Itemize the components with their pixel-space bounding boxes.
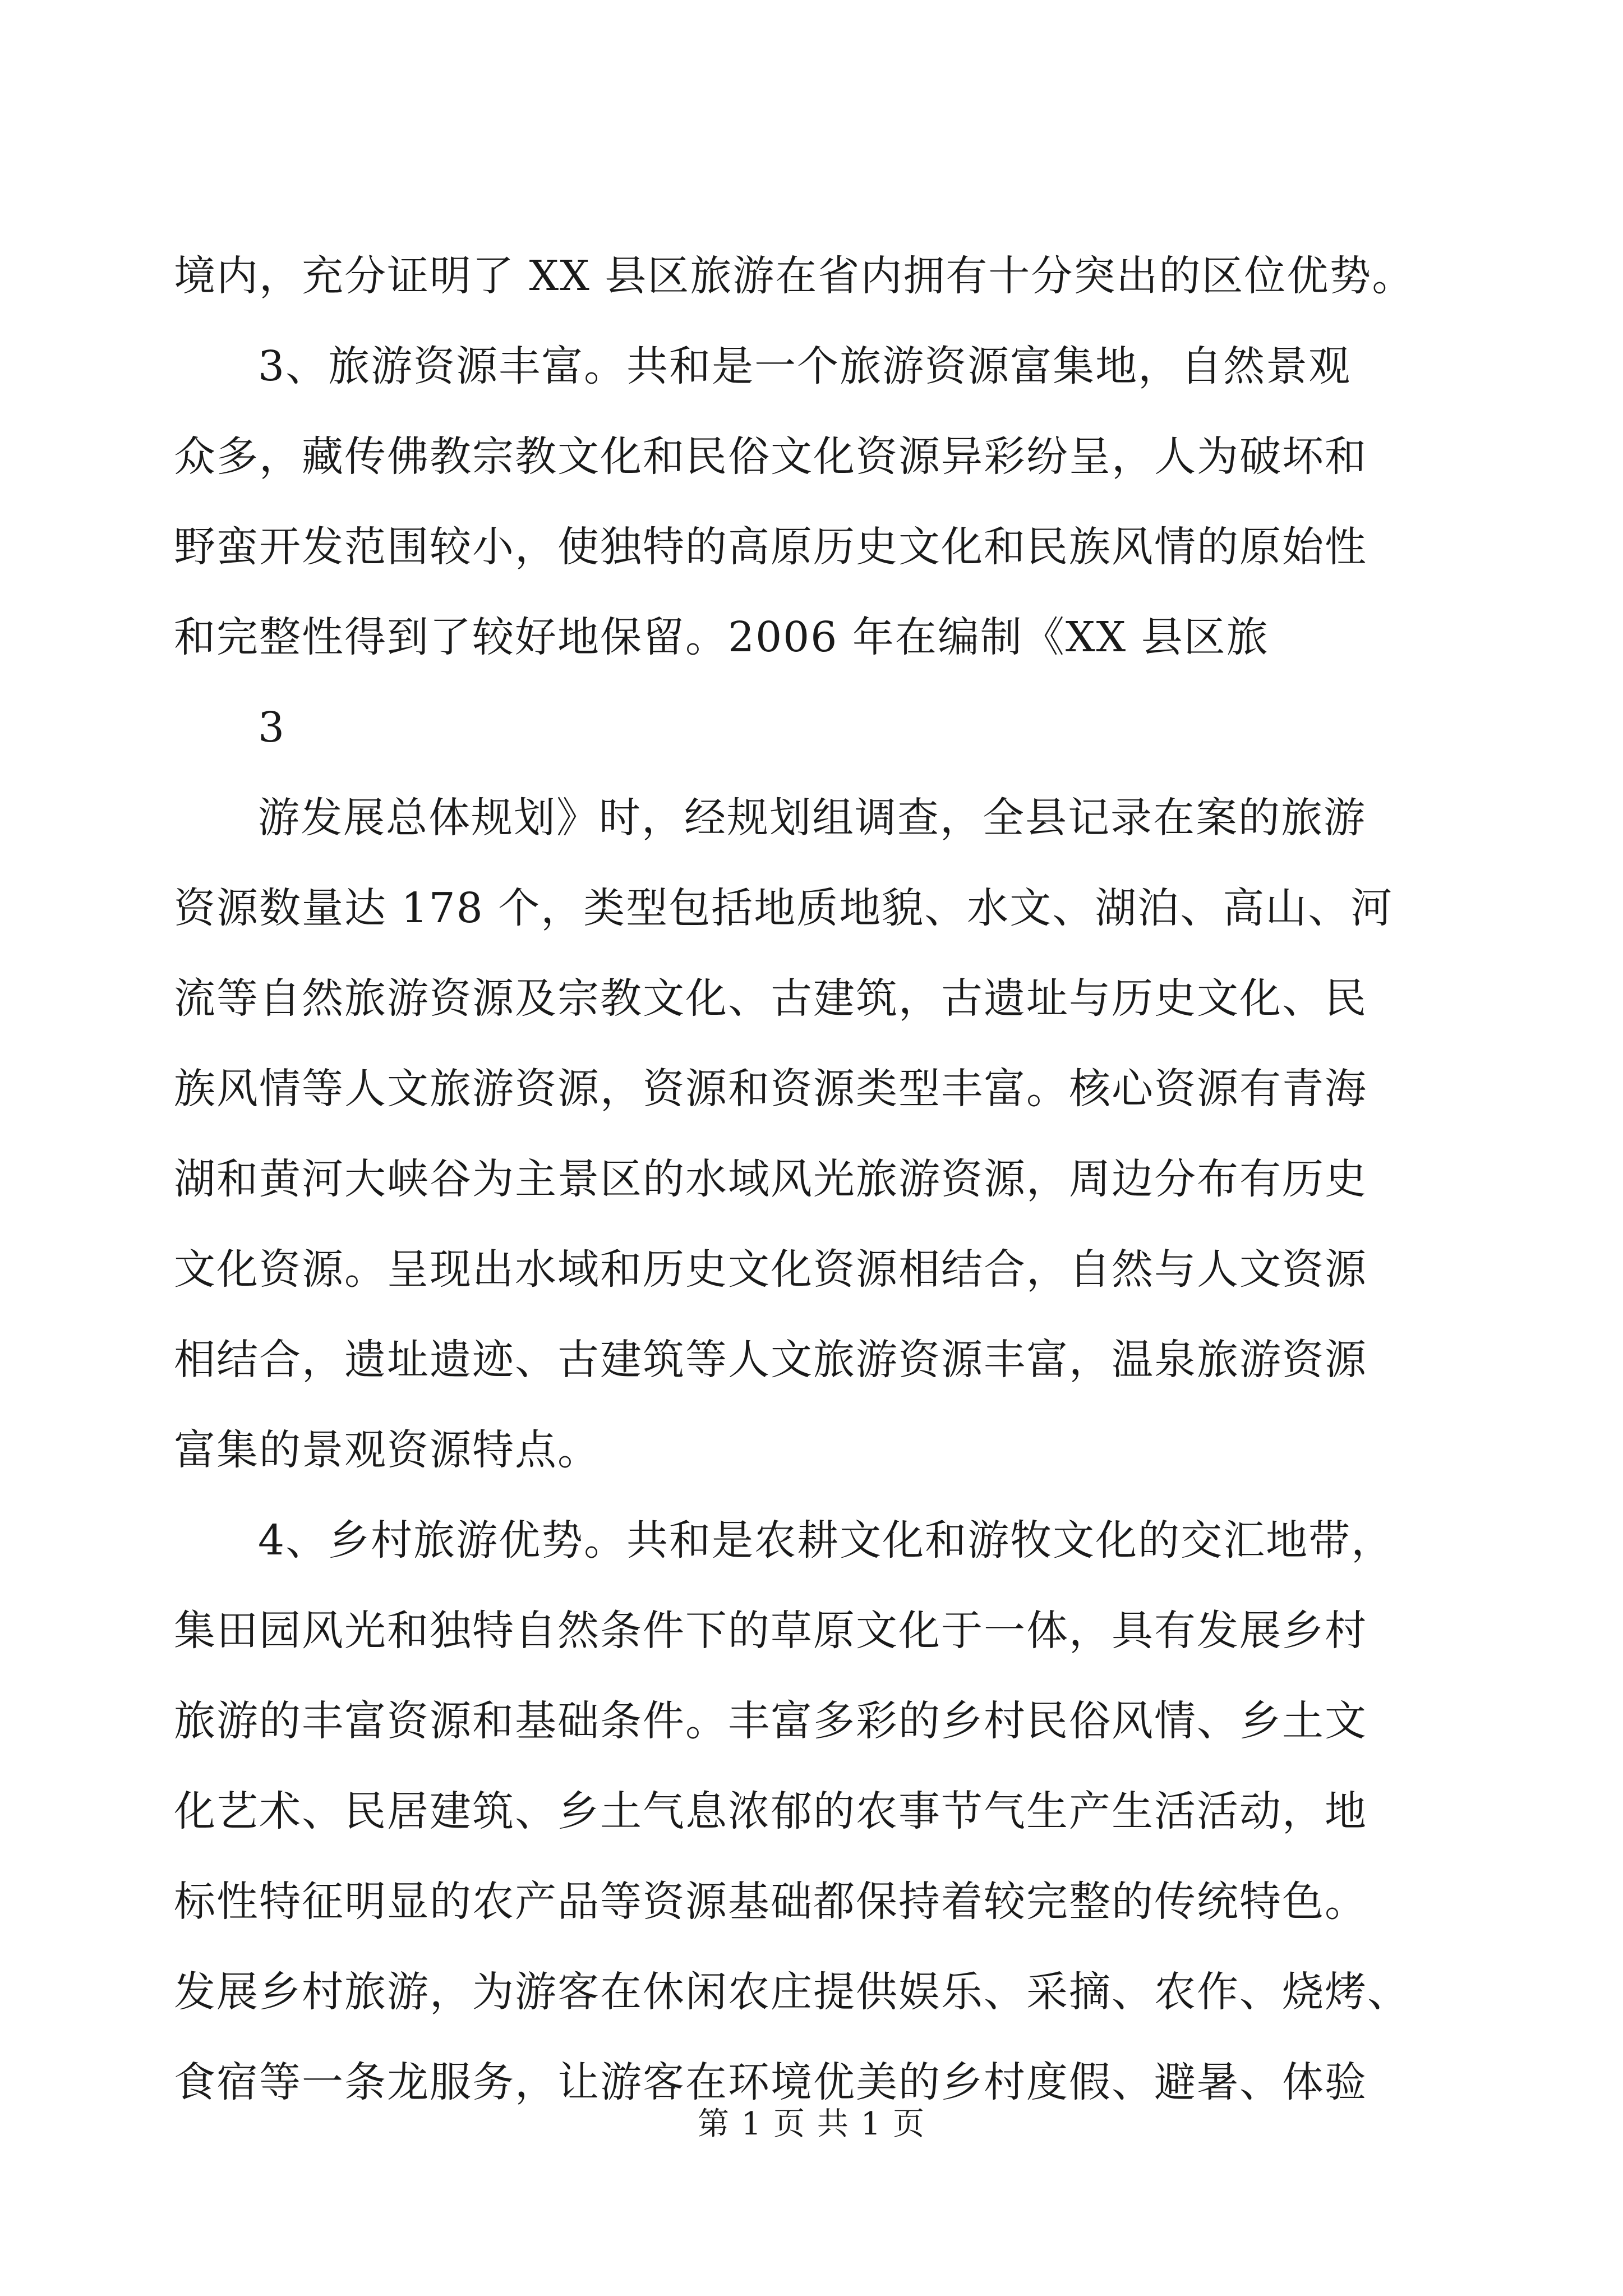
text-line: 4、乡村旅游优势。共和是农耕文化和游牧文化的交汇地带， [258, 1516, 1394, 1565]
text-line: 野蛮开发范围较小，使独特的高原历史文化和民族风情的原始性 [174, 523, 1367, 571]
page-footer: 第 1 页 共 1 页 [697, 2106, 926, 2142]
text-line: 族风情等人文旅游资源，资源和资源类型丰富。核心资源有青海 [174, 1065, 1367, 1113]
text-line: 旅游的丰富资源和基础条件。丰富多彩的乡村民俗风情、乡土文 [174, 1697, 1367, 1745]
text-line: 食宿等一条龙服务，让游客在环境优美的乡村度假、避暑、体验 [174, 2058, 1367, 2106]
text-line: 标性特征明显的农产品等资源基础都保持着较完整的传统特色。 [174, 1878, 1367, 1926]
text-line: 和完整性得到了较好地保留。2006 年在编制《XX 县区旅 [174, 613, 1269, 661]
text-line: 富集的景观资源特点。 [174, 1426, 600, 1474]
text-line: 境内，充分证明了 XX 县区旅游在省内拥有十分突出的区位优势。 [174, 252, 1415, 300]
text-line: 集田园风光和独特自然条件下的草原文化于一体，具有发展乡村 [174, 1607, 1367, 1655]
text-line: 资源数量达 178 个，类型包括地质地貌、水文、湖泊、高山、河 [174, 884, 1394, 932]
document-body [174, 231, 1453, 2128]
text-line: 3、旅游资源丰富。共和是一个旅游资源富集地，自然景观 [258, 342, 1352, 390]
page-number-marker: 3 [258, 703, 286, 752]
text-line: 化艺术、民居建筑、乡土气息浓郁的农事节气生产生活活动，地 [174, 1787, 1367, 1835]
text-line: 游发展总体规划》时，经规划组调查，全县记录在案的旅游 [258, 794, 1366, 842]
text-line: 湖和黄河大峡谷为主景区的水域风光旅游资源，周边分布有历史 [174, 1155, 1367, 1203]
text-line: 众多，藏传佛教宗教文化和民俗文化资源异彩纷呈，人为破坏和 [174, 432, 1367, 481]
text-line: 发展乡村旅游，为游客在休闲农庄提供娱乐、采摘、农作、烧烤、 [174, 1968, 1410, 2016]
text-line: 相结合，遗址遗迹、古建筑等人文旅游资源丰富，温泉旅游资源 [174, 1336, 1367, 1384]
text-line: 流等自然旅游资源及宗教文化、古建筑，古遗址与历史文化、民 [174, 974, 1367, 1023]
text-line: 文化资源。呈现出水域和历史文化资源相结合，自然与人文资源 [174, 1245, 1367, 1294]
